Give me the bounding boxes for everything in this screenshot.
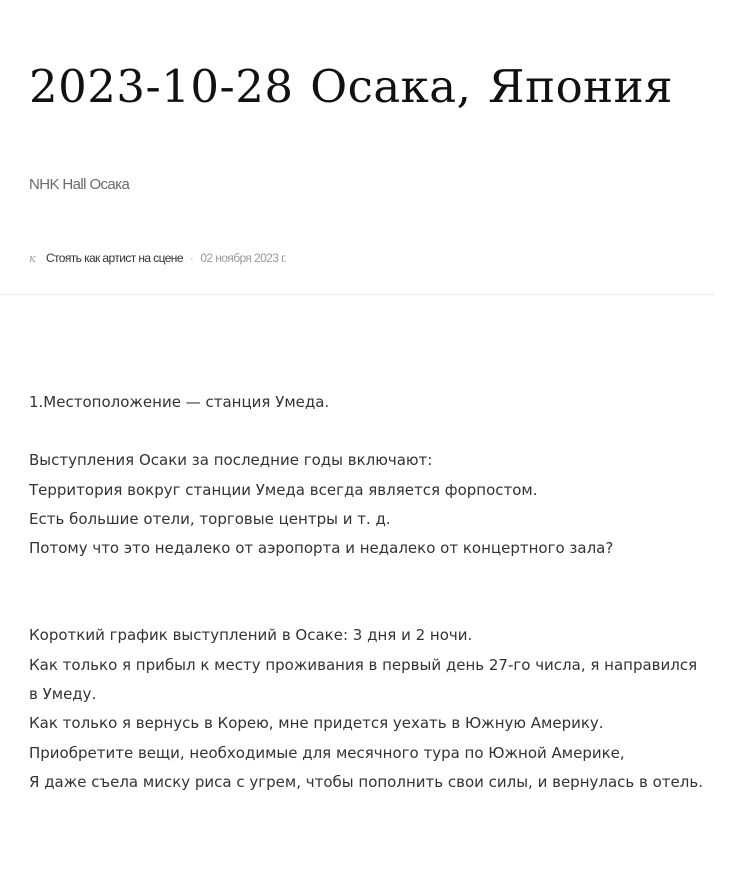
paragraph-line: Как только я прибыл к месту проживания в первый день 27-го числа, я направился в Умеду. xyxy=(29,655,698,704)
paragraph-line: Приобретите вещи, необходимые для месячного тура по Южной Америке, xyxy=(29,743,625,762)
paragraph-line: Потому что это недалеко от аэропорта и недалеко от концертного зала? xyxy=(29,539,614,558)
paragraph-line: Есть большие отели, торговые центры и т. д. xyxy=(29,509,391,528)
paragraph-line: Как только я вернусь в Корею, мне придется уехать в Южную Америку. xyxy=(29,714,604,733)
paragraph-line: Территория вокруг станции Умеда всегда является форпостом. xyxy=(29,480,538,499)
paragraph-spacer xyxy=(29,417,709,446)
author-by-label: к xyxy=(29,251,35,265)
meta-separator: · xyxy=(189,251,194,265)
post-subtitle: NHK Hall Осака xyxy=(29,176,130,193)
post-content xyxy=(29,388,709,797)
paragraph-line: Выступления Осаки за последние годы включают: xyxy=(29,451,433,470)
post-header xyxy=(29,58,689,115)
paragraph-spacer xyxy=(29,563,709,621)
header-divider xyxy=(0,294,715,295)
category-link[interactable]: Стоять как артист на сцене xyxy=(45,251,183,265)
location-line: 1.Местоположение — станция Умеда. xyxy=(29,393,330,411)
paragraph-line: Я даже съела миску риса с угрем, чтобы пополнить свои силы, и вернулась в отель. xyxy=(29,772,703,791)
page-title: 2023-10-28 Осака, Япония xyxy=(29,60,674,113)
paragraph-line: Короткий график выступлений в Осаке: 3 дня и 2 ночи. xyxy=(29,626,473,645)
post-meta xyxy=(29,251,286,265)
post-date: 02 ноября 2023 г. xyxy=(200,251,287,265)
